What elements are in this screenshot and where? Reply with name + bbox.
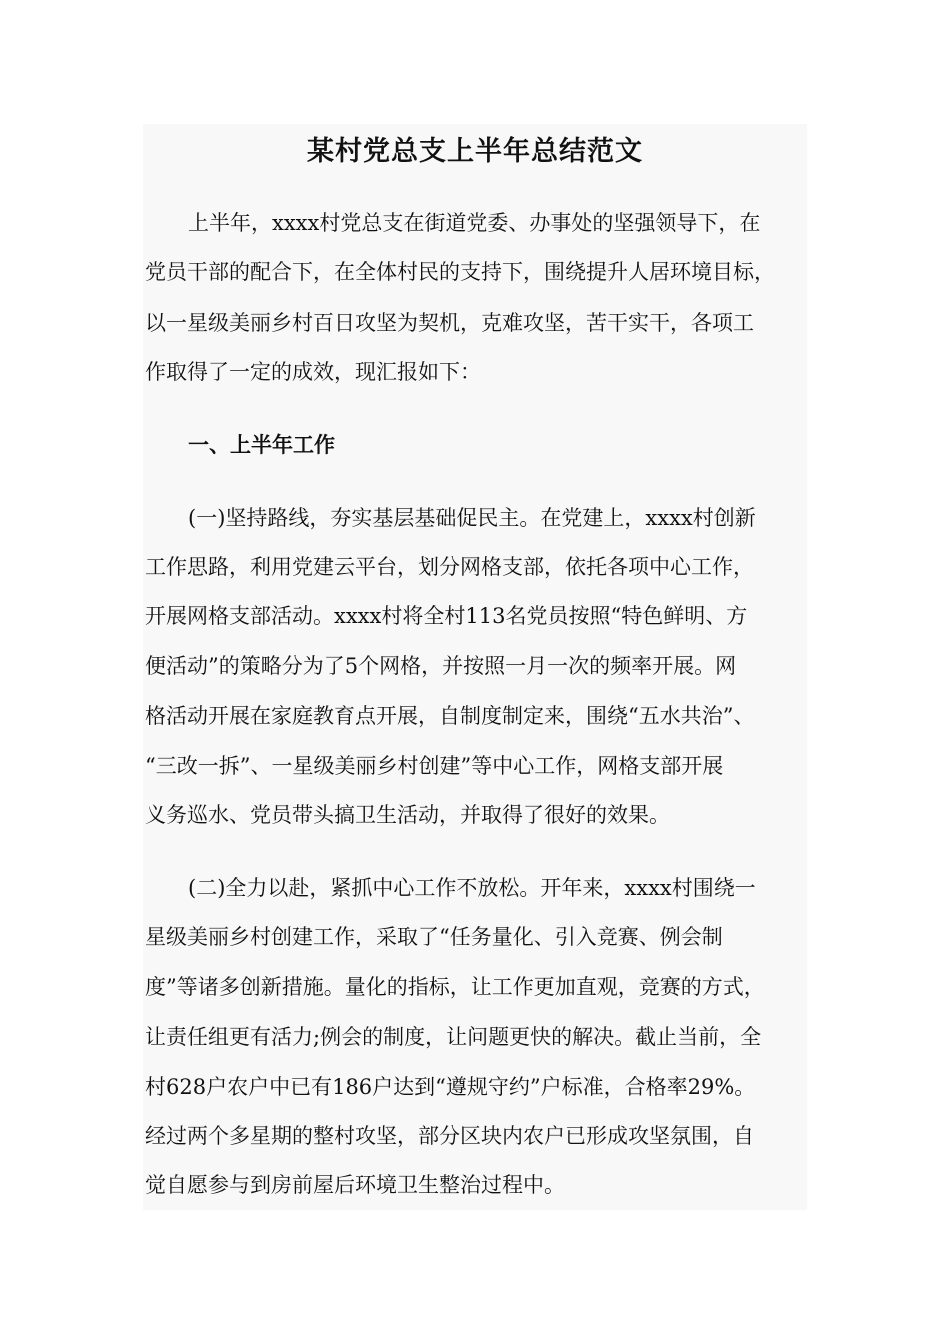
para1-line: 工作思路，利用党建云平台，划分网格支部，依托各项中心工作， xyxy=(145,555,754,579)
para1-line: 便活动”的策略分为了5个网格，并按照一月一次的频率开展。网 xyxy=(145,654,737,678)
para1-line: 格活动开展在家庭教育点开展，自制度制定来，围绕“五水共治”、 xyxy=(145,704,755,728)
para2-line: 让责任组更有活力;例会的制度，让问题更快的解决。截止当前，全 xyxy=(145,1025,762,1049)
para2-line: 度”等诸多创新措施。量化的指标，让工作更加直观，竞赛的方式， xyxy=(145,975,765,999)
intro-line: 作取得了一定的成效，现汇报如下： xyxy=(145,360,481,384)
para1-line: “三改一拆”、一星级美丽乡村创建”等中心工作，网格支部开展 xyxy=(145,754,724,778)
document-title: 某村党总支上半年总结范文 xyxy=(307,136,643,167)
intro-line: 以一星级美丽乡村百日攻坚为契机，克难攻坚，苦干实干，各项工 xyxy=(145,311,754,335)
para1-line: 义务巡水、党员带头搞卫生活动，并取得了很好的效果。 xyxy=(145,803,670,827)
para2-line: 经过两个多星期的整村攻坚，部分区块内农户已形成攻坚氛围，自 xyxy=(145,1124,754,1148)
para2-line: 觉自愿参与到房前屋后环境卫生整治过程中。 xyxy=(145,1173,565,1197)
para2-line: 村628户农户中已有186户达到“遵规守约”户标准，合格率29%。 xyxy=(145,1075,756,1099)
para2-line: 星级美丽乡村创建工作，采取了“任务量化、引入竞赛、例会制 xyxy=(145,925,723,949)
section-heading: 一、上半年工作 xyxy=(188,432,335,457)
intro-line: 党员干部的配合下，在全体村民的支持下，围绕提升人居环境目标， xyxy=(145,260,775,284)
para1-line: (一)坚持路线，夯实基层基础促民主。在党建上，xxxx村创新 xyxy=(188,506,756,530)
para1-line: 开展网格支部活动。xxxx村将全村113名党员按照“特色鲜明、方 xyxy=(145,604,748,628)
intro-line: 上半年，xxxx村党总支在街道党委、办事处的坚强领导下，在 xyxy=(188,211,761,235)
para2-line: (二)全力以赴，紧抓中心工作不放松。开年来，xxxx村围绕一 xyxy=(188,876,756,900)
